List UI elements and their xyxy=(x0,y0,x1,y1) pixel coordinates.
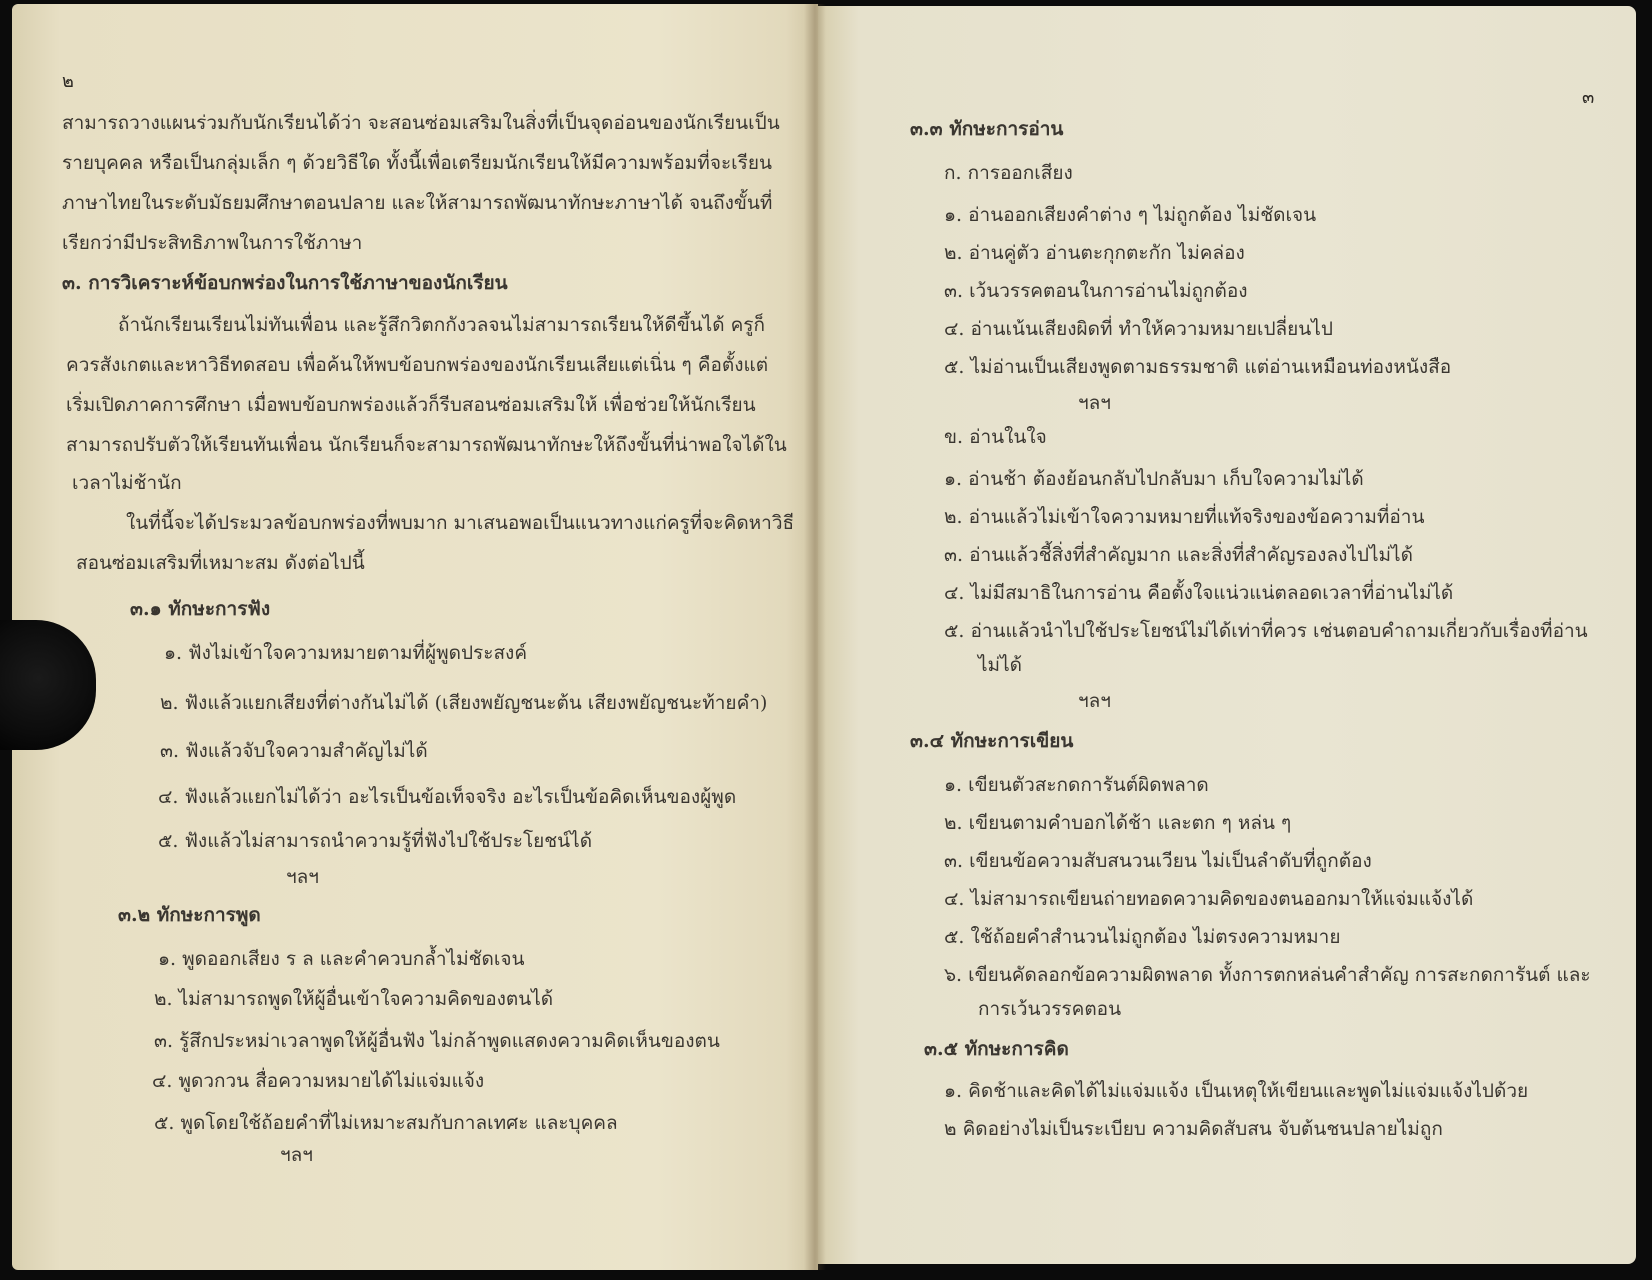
left-line-3: ภาษาไทยในระดับมัธยมศึกษาตอนปลาย และให้สามารถพัฒนาทักษะภาษาได้ จนถึงขั้นที่ xyxy=(62,192,773,214)
right-page-number: ๓ xyxy=(1582,87,1595,108)
thinking-item-1: ๑. คิดช้าและคิดได้ไม่แจ่มแจ้ง เป็นเหตุให้เขียนและพูดไม่แจ่มแจ้งไปด้วย xyxy=(944,1080,1529,1102)
reading-aloud-item-5: ๕. ไม่อ่านเป็นเสียงพูดตามธรรมชาติ แต่อ่านเหมือนท่องหนังสือ xyxy=(944,356,1452,378)
thinking-item-2: ๒ คิดอย่างไม่เป็นระเบียบ ความคิดสับสน จับต้นชนปลายไม่ถูก xyxy=(944,1118,1443,1140)
left-line-12: สอนซ่อมเสริมที่เหมาะสม ดังต่อไปนี้ xyxy=(76,552,365,574)
speaking-item-2: ๒. ไม่สามารถพูดให้ผู้อื่นเข้าใจความคิดของตนได้ xyxy=(154,988,554,1010)
silent-reading-item-2: ๒. อ่านแล้วไม่เข้าใจความหมายที่แท้จริงของข้อความที่อ่าน xyxy=(944,506,1425,528)
reading-aloud-item-3: ๓. เว้นวรรคตอนในการอ่านไม่ถูกต้อง xyxy=(944,280,1248,302)
section-heading-3: ๓. การวิเคราะห์ข้อบกพร่องในการใช้ภาษาของนักเรียน xyxy=(62,272,508,294)
subsection-3-1-heading: ๓.๑ ทักษะการฟัง xyxy=(130,598,271,620)
silent-reading-item-5-cont: ไม่ได้ xyxy=(978,654,1022,676)
left-line-1: สามารถวางแผนร่วมกับนักเรียนได้ว่า จะสอนซ่อมเสริมในสิ่งที่เป็นจุดอ่อนของนักเรียนเป็น xyxy=(62,112,780,134)
silent-reading-item-1: ๑. อ่านช้า ต้องย้อนกลับไปกลับมา เก็บใจความไม่ได้ xyxy=(944,468,1364,490)
listening-item-5: ๕. ฟังแล้วไม่สามารถนำความรู้ที่ฟังไปใช้ประโยชน์ได้ xyxy=(158,830,593,852)
reading-aloud-item-4: ๔. อ่านเน้นเสียงผิดที่ ทำให้ความหมายเปลี่ยนไป xyxy=(944,318,1333,340)
silent-reading-etc: ฯลฯ xyxy=(1078,690,1111,712)
reading-aloud-etc: ฯลฯ xyxy=(1078,392,1111,414)
silent-reading-heading: ข. อ่านในใจ xyxy=(944,426,1047,448)
listening-item-1: ๑. ฟังไม่เข้าใจความหมายตามที่ผู้พูดประสงค์ xyxy=(164,642,528,664)
left-line-11: ในที่นี้จะได้ประมวลข้อบกพร่องที่พบมาก มาเสนอพอเป็นแนวทางแก่ครูที่จะคิดหาวิธี xyxy=(126,512,795,534)
speaking-etc: ฯลฯ xyxy=(280,1144,313,1166)
writing-item-5: ๕. ใช้ถ้อยคำสำนวนไม่ถูกต้อง ไม่ตรงความหมาย xyxy=(944,926,1341,948)
listening-item-2: ๒. ฟังแล้วแยกเสียงที่ต่างกันไม่ได้ (เสียงพยัญชนะต้น เสียงพยัญชนะท้ายคำ) xyxy=(160,692,768,714)
subsection-3-4-heading: ๓.๔ ทักษะการเขียน xyxy=(910,730,1074,752)
writing-item-1: ๑. เขียนตัวสะกดการันต์ผิดพลาด xyxy=(944,774,1209,796)
left-line-6: ถ้านักเรียนเรียนไม่ทันเพื่อน และรู้สึกวิตกกังวลจนไม่สามารถเรียนให้ดีขึ้นได้ ครูก็ xyxy=(118,314,766,336)
writing-item-2: ๒. เขียนตามคำบอกได้ช้า และตก ๆ หล่น ๆ xyxy=(944,812,1292,834)
silent-reading-item-4: ๔. ไม่มีสมาธิในการอ่าน คือตั้งใจแน่วแน่ตลอดเวลาที่อ่านไม่ได้ xyxy=(944,582,1454,604)
speaking-item-5: ๕. พูดโดยใช้ถ้อยคำที่ไม่เหมาะสมกับกาลเทศะ และบุคคล xyxy=(154,1112,618,1134)
writing-item-6-cont: การเว้นวรรคตอน xyxy=(978,998,1122,1020)
reading-aloud-item-2: ๒. อ่านคู่ตัว อ่านตะกุกตะกัก ไม่คล่อง xyxy=(944,242,1245,264)
left-line-2: รายบุคคล หรือเป็นกลุ่มเล็ก ๆ ด้วยวิธีใด ทั้งนี้เพื่อเตรียมนักเรียนให้มีความพร้อมที่จะเรียน xyxy=(62,152,772,174)
speaking-item-3: ๓. รู้สึกประหม่าเวลาพูดให้ผู้อื่นฟัง ไม่กล้าพูดแสดงความคิดเห็นของตน xyxy=(154,1030,720,1052)
subsection-3-5-heading: ๓.๕ ทักษะการคิด xyxy=(924,1038,1069,1060)
speaking-item-1: ๑. พูดออกเสียง ร ล และคำควบกล้ำไม่ชัดเจน xyxy=(158,948,525,970)
subsection-3-3-heading: ๓.๓ ทักษะการอ่าน xyxy=(910,118,1064,140)
listening-item-4: ๔. ฟังแล้วแยกไม่ได้ว่า อะไรเป็นข้อเท็จจริง อะไรเป็นข้อคิดเห็นของผู้พูด xyxy=(158,786,737,808)
left-line-8: เริ่มเปิดภาคการศึกษา เมื่อพบข้อบกพร่องแล้วก็รีบสอนซ่อมเสริมให้ เพื่อช่วยให้นักเรียน xyxy=(66,394,756,416)
left-line-4: เรียกว่ามีประสิทธิภาพในการใช้ภาษา xyxy=(62,232,363,254)
silent-reading-item-5: ๕. อ่านแล้วนำไปใช้ประโยชน์ไม่ได้เท่าที่ควร เช่นตอบคำถามเกี่ยวกับเรื่องที่อ่าน xyxy=(944,620,1588,642)
silent-reading-item-3: ๓. อ่านแล้วชี้สิ่งที่สำคัญมาก และสิ่งที่สำคัญรองลงไปไม่ได้ xyxy=(944,544,1413,566)
writing-item-6: ๖. เขียนคัดลอกข้อความผิดพลาด ทั้งการตกหล่นคำสำคัญ การสะกดการันต์ และ xyxy=(944,964,1591,986)
reading-aloud-heading: ก. การออกเสียง xyxy=(944,162,1073,184)
reading-aloud-item-1: ๑. อ่านออกเสียงคำต่าง ๆ ไม่ถูกต้อง ไม่ชัดเจน xyxy=(944,204,1317,226)
writing-item-3: ๓. เขียนข้อความสับสนวนเวียน ไม่เป็นลำดับที่ถูกต้อง xyxy=(944,850,1372,872)
left-page-number: ๒ xyxy=(62,71,74,92)
left-line-9: สามารถปรับตัวให้เรียนทันเพื่อน นักเรียนก็จะสามารถพัฒนาทักษะให้ถึงขั้นที่น่าพอใจได้ใน xyxy=(66,434,787,456)
listening-item-3: ๓. ฟังแล้วจับใจความสำคัญไม่ได้ xyxy=(160,740,428,762)
book-gutter xyxy=(804,4,826,1270)
speaking-item-4: ๔. พูดวกวน สื่อความหมายได้ไม่แจ่มแจ้ง xyxy=(152,1070,485,1092)
left-line-10: เวลาไม่ช้านัก xyxy=(72,472,182,494)
writing-item-4: ๔. ไม่สามารถเขียนถ่ายทอดความคิดของตนออกมาให้แจ่มแจ้งได้ xyxy=(944,888,1474,910)
left-line-7: ควรสังเกตและหาวิธีทดสอบ เพื่อค้นให้พบข้อบกพร่องของนักเรียนเสียแต่เนิ่น ๆ คือตั้งแต่ xyxy=(66,354,769,376)
subsection-3-2-heading: ๓.๒ ทักษะการพูด xyxy=(118,904,261,926)
listening-etc: ฯลฯ xyxy=(286,866,319,888)
